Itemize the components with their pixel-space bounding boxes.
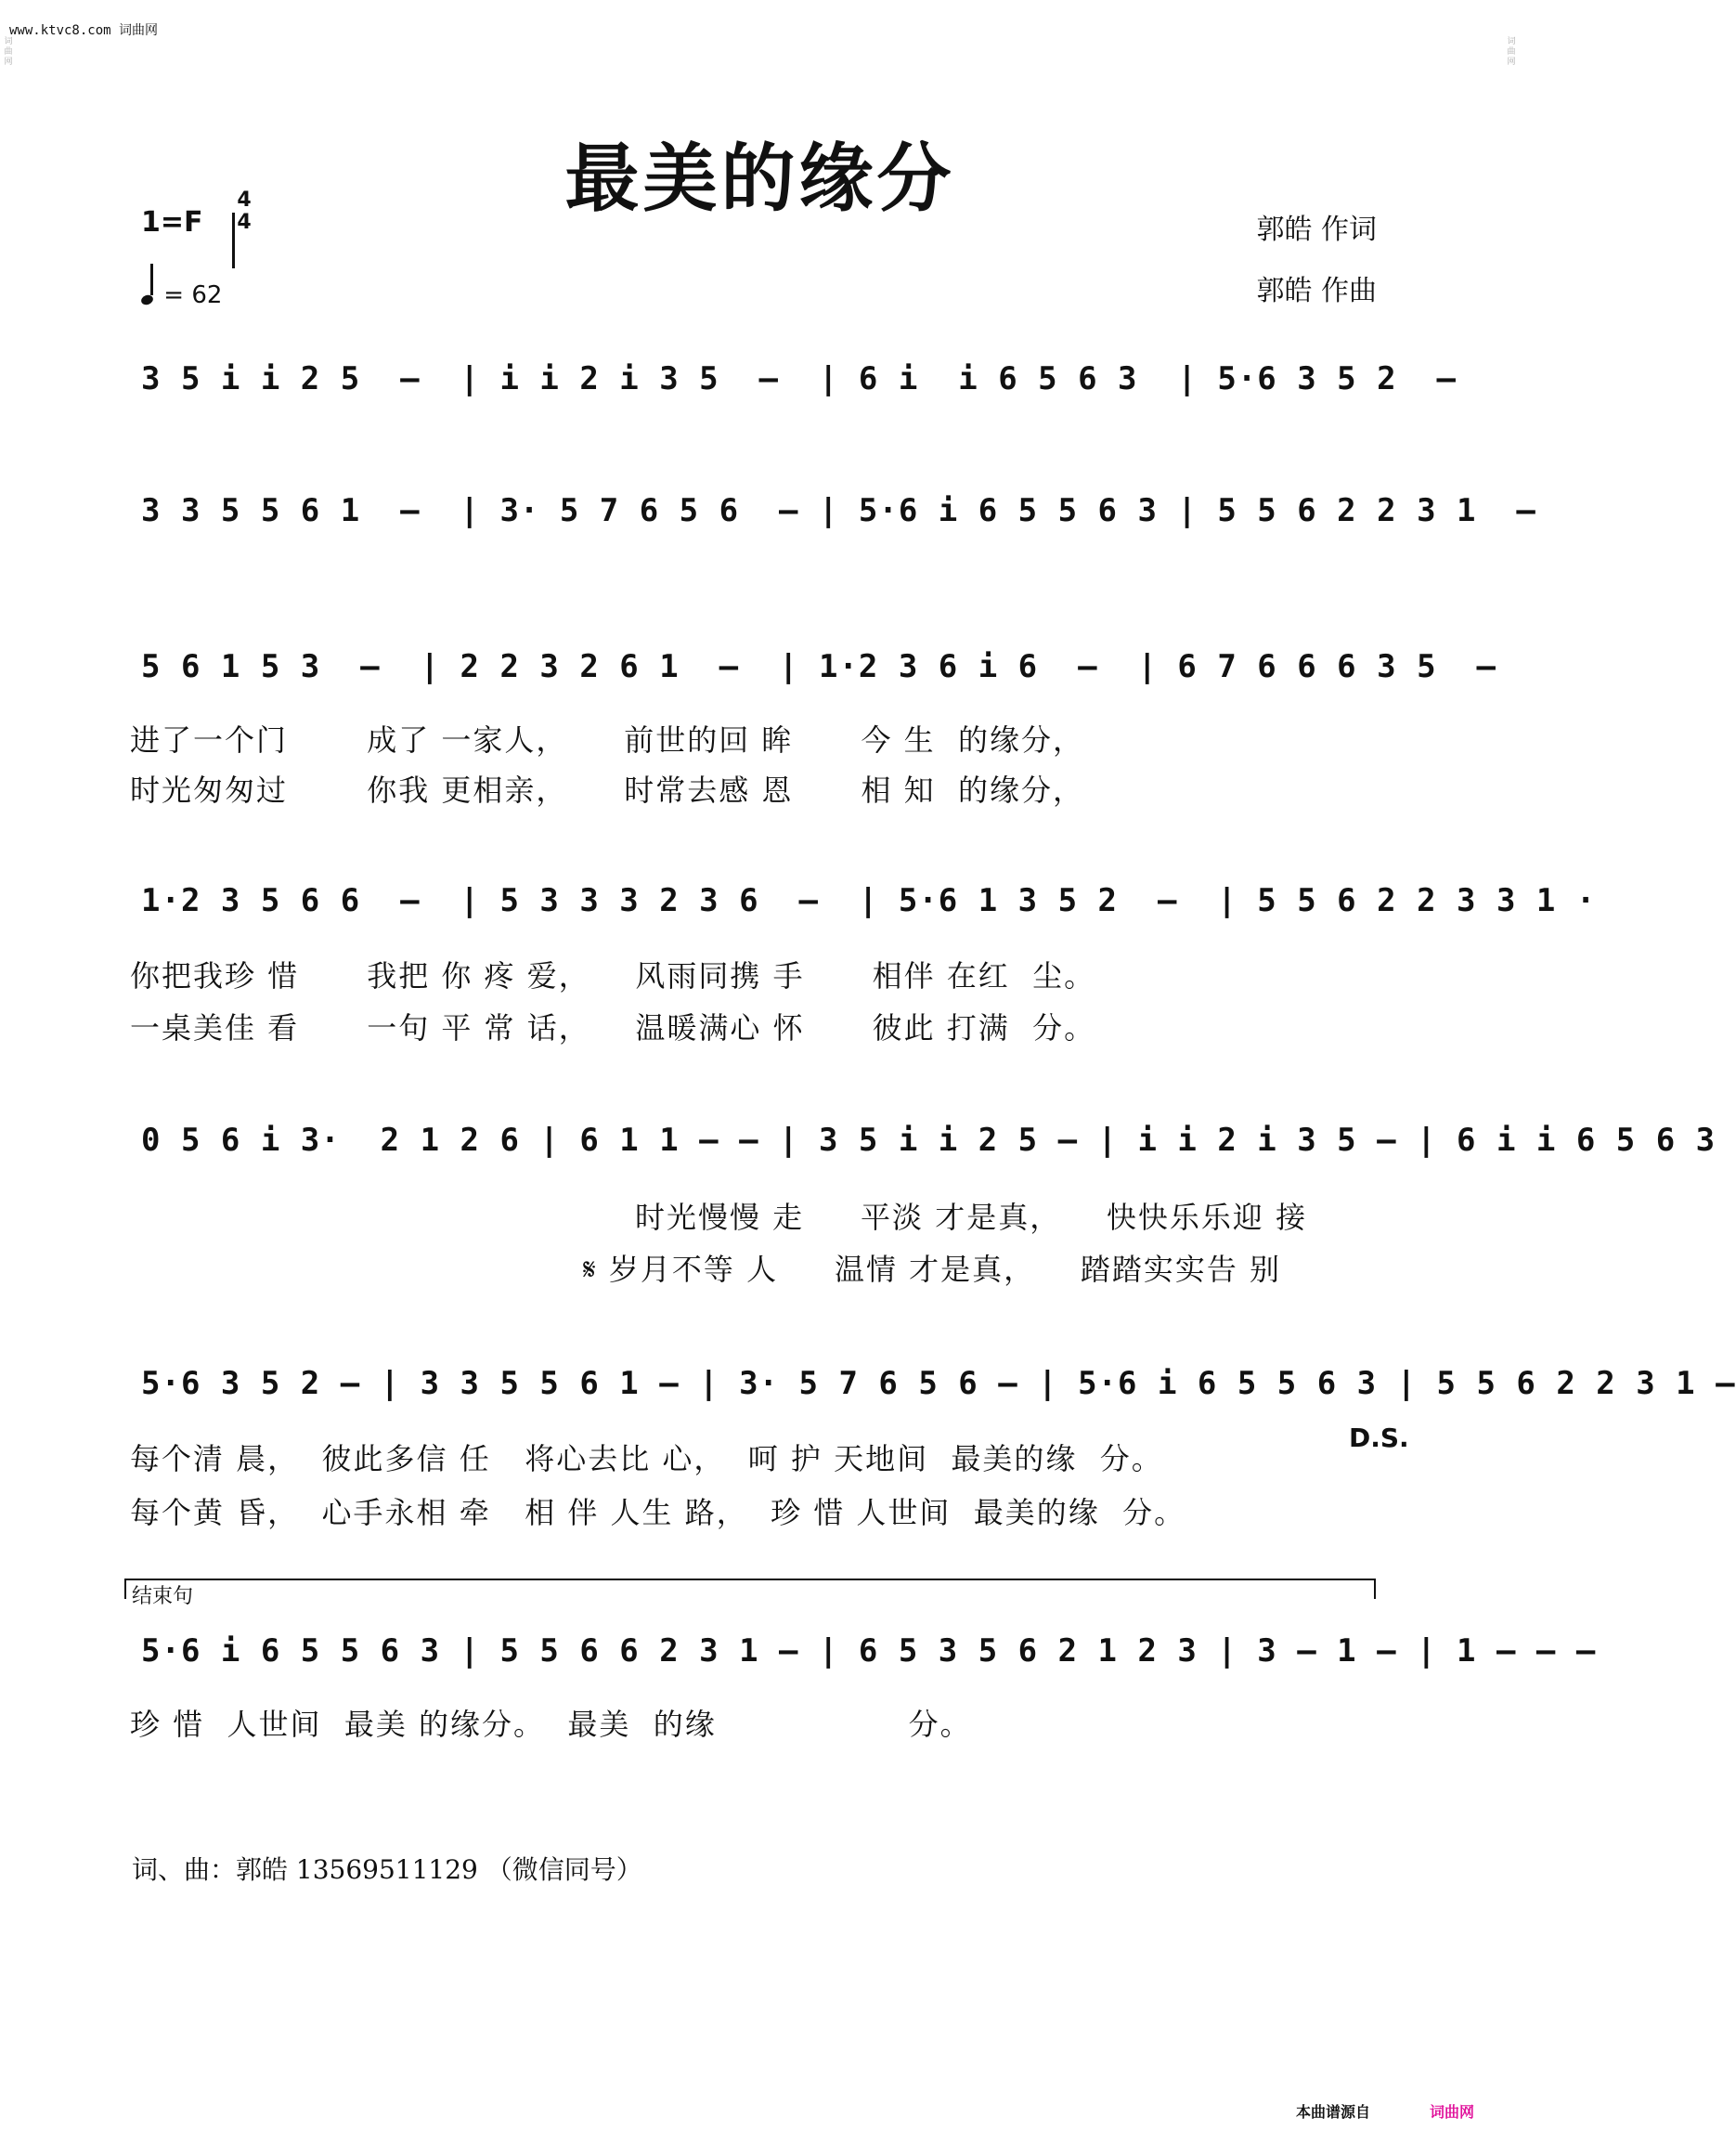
- notation-row: 3 5 i i 2 5 – | i i 2 i 3 5 – | 6 i i 6 5 6 3 | 5·6 3 5 2 –: [141, 360, 1457, 397]
- lyric-line: 进了一个门 成了 一家人， 前世的回 眸 今 生 的缘分，: [130, 722, 1084, 758]
- lyric-line: 每个清 晨， 彼此多信 任 将心去比 心， 呵 护 天地间 最美的缘 分。: [130, 1441, 1163, 1476]
- note-stem: [150, 264, 153, 295]
- tempo-mark: [141, 271, 222, 309]
- time-sig-top: 4: [237, 188, 252, 212]
- ending-bracket: [124, 1579, 1376, 1599]
- lyricist-credit: 郭皓 作词: [1256, 214, 1377, 246]
- notation-row: 5·6 3 5 2 – | 3 3 5 5 6 1 – | 3· 5 7 6 5 6 – | 5·6 i 6 5 5 6 3 | 5 5 6 2 2 3 1 –: [141, 1365, 1736, 1402]
- lyric-line: 你把我珍 惜 我把 你 疼 爱， 风雨同携 手 相伴 在红 尘。: [130, 958, 1096, 994]
- lyric-line: 一桌美佳 看 一句 平 常 话， 温暖满心 怀 彼此 打满 分。: [130, 1010, 1096, 1046]
- lyric-line: 时光匆匆过 你我 更相亲， 时常去感 恩 相 知 的缘分，: [130, 773, 1084, 808]
- side-watermark-left: 词 曲 网: [4, 37, 13, 67]
- notation-row: 1·2 3 5 6 6 – | 5 3 3 3 2 3 6 – | 5·6 1 3 5 2 – | 5 5 6 2 2 3 3 1 ·: [141, 882, 1597, 919]
- notation-row: 0 5 6 i 3· 2 1 2 6 | 6 1 1 – – | 3 5 i i 2 5 – | i i 2 i 3 5 – | 6 i i 6 5 6 3: [141, 1122, 1717, 1159]
- watermark-logo: 词曲网: [1430, 2103, 1475, 2121]
- composer-credit: 郭皓 作曲: [1256, 275, 1377, 307]
- lyric-line: 珍 惜 人世间 最美 的缘分。 最美 的缘 分。: [130, 1707, 972, 1742]
- lyric-line: 𝄋 岁月不等 人 温情 才是真， 踏踏实实告 别: [583, 1252, 1281, 1287]
- quarter-note-icon: [140, 293, 155, 306]
- lyric-line: 时光慢慢 走 平淡 才是真， 快快乐乐迎 接: [635, 1200, 1308, 1235]
- song-title: 最美的缘分: [564, 136, 955, 222]
- ds-mark: D.S.: [1349, 1423, 1409, 1453]
- tempo-value: = 62: [163, 281, 223, 309]
- notation-row: 5 6 1 5 3 – | 2 2 3 2 6 1 – | 1·2 3 6 i 6 – | 6 7 6 6 6 3 5 –: [141, 648, 1496, 685]
- footer-credit: 词、曲：郭皓 13569511129 （微信同号）: [132, 1854, 642, 1885]
- time-sig-bottom: 4: [237, 211, 252, 234]
- notation-row: 3 3 5 5 6 1 – | 3· 5 7 6 5 6 – | 5·6 i 6 5 5 6 3 | 5 5 6 2 2 3 1 –: [141, 492, 1536, 529]
- time-signature: [232, 189, 256, 234]
- side-watermark-right: 词 曲 网: [1507, 37, 1516, 67]
- lyric-line: 每个黄 昏， 心手永相 牵 相 伴 人生 路， 珍 惜 人世间 最美的缘 分。: [130, 1495, 1186, 1530]
- site-url: www.ktvc8.com 词曲网: [9, 23, 159, 38]
- ending-label: 结束句: [132, 1585, 194, 1608]
- key-signature: 1=F: [141, 206, 203, 239]
- notation-row: 5·6 i 6 5 5 6 3 | 5 5 6 6 2 3 1 – | 6 5 3 5 6 2 1 2 3 | 3 – 1 – | 1 – – –: [141, 1632, 1597, 1670]
- watermark-text: 本曲谱源自: [1296, 2103, 1371, 2121]
- time-sig-line: [232, 213, 235, 268]
